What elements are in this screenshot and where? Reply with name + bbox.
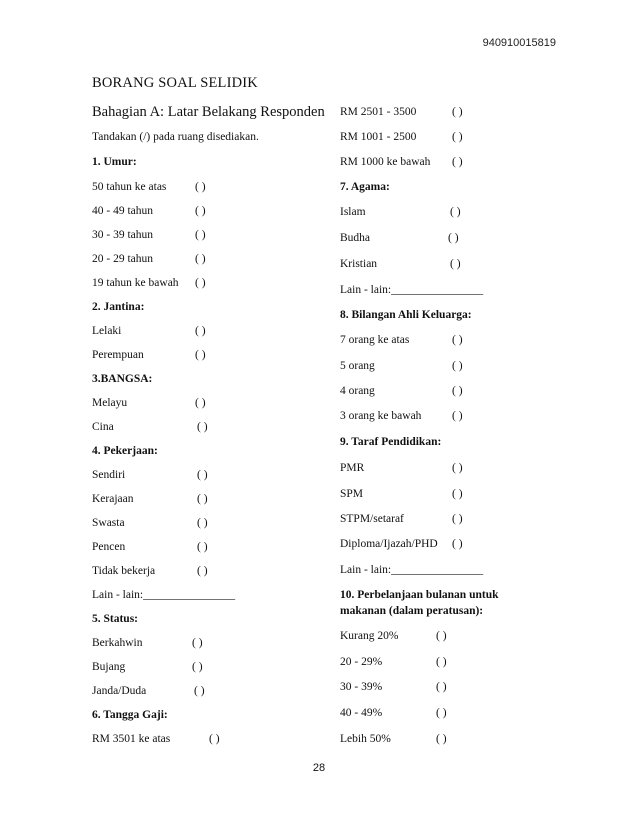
checkbox[interactable]: ( ): [452, 488, 463, 500]
option-label: Perempuan: [92, 349, 144, 361]
option-label: Kurang 20%: [340, 630, 399, 642]
option-label: Kerajaan: [92, 493, 134, 505]
checkbox[interactable]: ( ): [195, 205, 206, 217]
document-id: 940910015819: [482, 37, 556, 49]
option-label: RM 1000 ke bawah: [340, 156, 431, 168]
option-label: 20 - 29 tahun: [92, 253, 154, 265]
option-label: 50 tahun ke atas: [92, 181, 167, 193]
option-label: 30 - 39 tahun: [92, 229, 154, 241]
checkbox[interactable]: ( ): [452, 385, 463, 397]
checkbox[interactable]: ( ): [452, 106, 463, 118]
option-label: RM 1001 - 2500: [340, 131, 417, 143]
checkbox[interactable]: ( ): [195, 325, 206, 337]
q10-heading: 10. Perbelanjaan bulanan untuk: [340, 589, 499, 601]
option-label: SPM: [340, 488, 364, 500]
option-label: 40 - 49 tahun: [92, 205, 154, 217]
option-label: 40 - 49%: [340, 707, 383, 719]
checkbox[interactable]: ( ): [452, 538, 463, 550]
checkbox[interactable]: ( ): [195, 349, 206, 361]
option-label: 30 - 39%: [340, 681, 383, 693]
checkbox[interactable]: ( ): [197, 421, 208, 433]
option-label: Bujang: [92, 661, 126, 673]
checkbox[interactable]: ( ): [436, 733, 447, 745]
checkbox[interactable]: ( ): [197, 517, 208, 529]
checkbox[interactable]: ( ): [192, 637, 203, 649]
option-label: RM 3501 ke atas: [92, 733, 171, 745]
checkbox[interactable]: ( ): [452, 513, 463, 525]
other-field[interactable]: Lain - lain:________________: [340, 564, 484, 576]
checkbox[interactable]: ( ): [197, 541, 208, 553]
instruction-text: Tandakan (/) pada ruang disediakan.: [92, 131, 259, 143]
section-title: Bahagian A: Latar Belakang Responden: [92, 104, 325, 120]
option-label: 19 tahun ke bawah: [92, 277, 179, 289]
option-label: Islam: [340, 206, 366, 218]
option-label: Sendiri: [92, 469, 126, 481]
q1-heading: 1. Umur:: [92, 156, 137, 168]
checkbox[interactable]: ( ): [452, 462, 463, 474]
checkbox[interactable]: ( ): [209, 733, 220, 745]
q4-heading: 4. Pekerjaan:: [92, 445, 158, 457]
option-label: STPM/setaraf: [340, 513, 404, 525]
checkbox[interactable]: ( ): [452, 360, 463, 372]
checkbox[interactable]: ( ): [195, 229, 206, 241]
checkbox[interactable]: ( ): [197, 565, 208, 577]
other-field[interactable]: Lain - lain:________________: [92, 589, 236, 601]
q2-heading: 2. Jantina:: [92, 301, 145, 313]
page-number: 28: [312, 762, 326, 774]
checkbox[interactable]: ( ): [452, 156, 463, 168]
option-label: Tidak bekerja: [92, 565, 156, 577]
checkbox[interactable]: ( ): [448, 232, 459, 244]
checkbox[interactable]: ( ): [436, 707, 447, 719]
checkbox[interactable]: ( ): [450, 206, 461, 218]
option-label: Melayu: [92, 397, 128, 409]
checkbox[interactable]: ( ): [436, 656, 447, 668]
q6-heading: 6. Tangga Gaji:: [92, 709, 168, 721]
q5-heading: 5. Status:: [92, 613, 139, 625]
checkbox[interactable]: ( ): [195, 277, 206, 289]
checkbox[interactable]: ( ): [195, 253, 206, 265]
checkbox[interactable]: ( ): [450, 258, 461, 270]
checkbox[interactable]: ( ): [452, 410, 463, 422]
q10-heading-line2: makanan (dalam peratusan):: [340, 605, 484, 617]
checkbox[interactable]: ( ): [436, 630, 447, 642]
checkbox[interactable]: ( ): [436, 681, 447, 693]
option-label: Pencen: [92, 541, 126, 553]
option-label: 4 orang: [340, 385, 375, 397]
option-label: Lelaki: [92, 325, 122, 337]
option-label: Lebih 50%: [340, 733, 391, 745]
form-title: BORANG SOAL SELIDIK: [92, 75, 258, 91]
option-label: Cina: [92, 421, 114, 433]
checkbox[interactable]: ( ): [452, 131, 463, 143]
option-label: 3 orang ke bawah: [340, 410, 422, 422]
other-field[interactable]: Lain - lain:________________: [340, 284, 484, 296]
checkbox[interactable]: ( ): [197, 493, 208, 505]
option-label: Berkahwin: [92, 637, 143, 649]
option-label: PMR: [340, 462, 365, 474]
option-label: Diploma/Ijazah/PHD: [340, 538, 438, 550]
option-label: Kristian: [340, 258, 378, 270]
option-label: RM 2501 - 3500: [340, 106, 417, 118]
checkbox[interactable]: ( ): [197, 469, 208, 481]
checkbox[interactable]: ( ): [194, 685, 205, 697]
q9-heading: 9. Taraf Pendidikan:: [340, 436, 442, 448]
q8-heading: 8. Bilangan Ahli Keluarga:: [340, 309, 472, 321]
option-label: Janda/Duda: [92, 685, 147, 697]
option-label: 20 - 29%: [340, 656, 383, 668]
option-label: 7 orang ke atas: [340, 334, 410, 346]
option-label: Budha: [340, 232, 371, 244]
q3-heading: 3.BANGSA:: [92, 373, 153, 385]
option-label: Swasta: [92, 517, 125, 529]
option-label: 5 orang: [340, 360, 375, 372]
checkbox[interactable]: ( ): [195, 181, 206, 193]
checkbox[interactable]: ( ): [452, 334, 463, 346]
checkbox[interactable]: ( ): [192, 661, 203, 673]
checkbox[interactable]: ( ): [195, 397, 206, 409]
q7-heading: 7. Agama:: [340, 181, 390, 193]
